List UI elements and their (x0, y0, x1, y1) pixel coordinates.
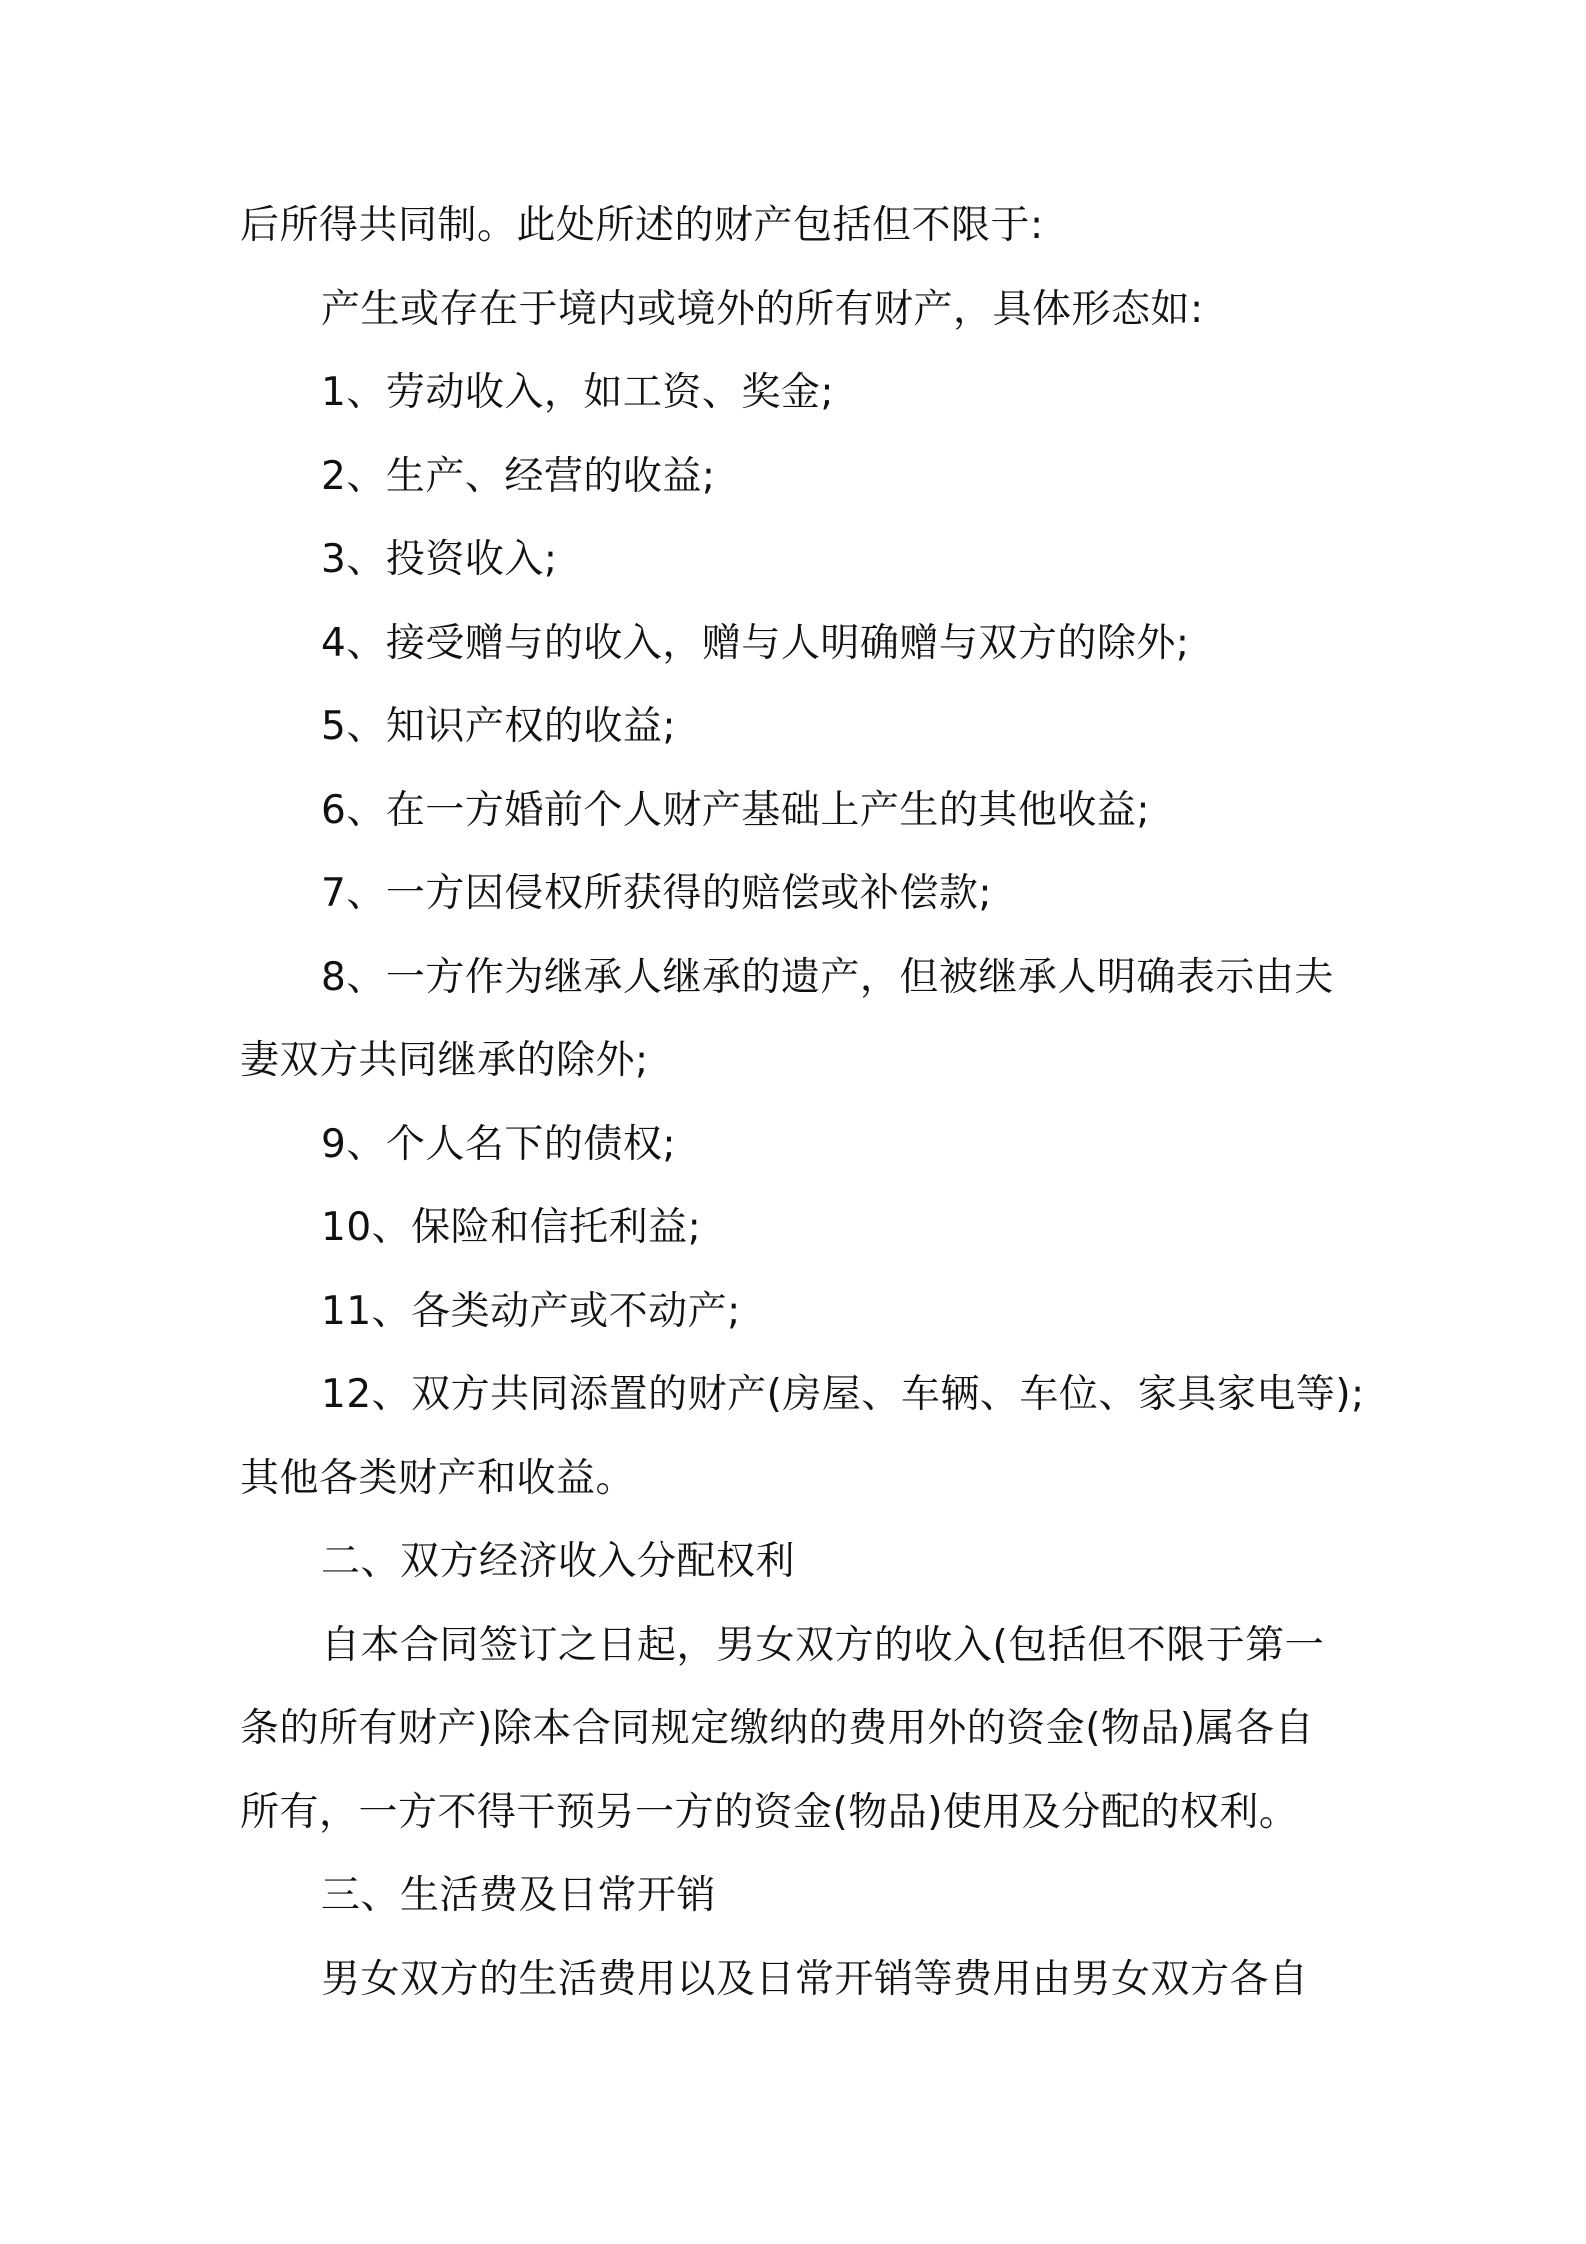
text-line: 自本合同签订之日起，男女双方的收入(包括但不限于第一 (321, 1622, 1325, 1668)
text-line: 产生或存在于境内或境外的所有财产，具体形态如: (321, 286, 1204, 332)
list-item: 12、双方共同添置的财产(房屋、车辆、车位、家具家电等); (321, 1372, 1365, 1417)
list-item: 1、劳动收入，如工资、奖金; (321, 370, 834, 415)
text-line: 其他各类财产和收益。 (240, 1455, 636, 1501)
list-item: 3、投资收入; (321, 537, 558, 582)
list-item: 6、在一方婚前个人财产基础上产生的其他收益; (321, 787, 1150, 833)
text-line: 条的所有财产)除本合同规定缴纳的费用外的资金(物品)属各自 (240, 1706, 1315, 1751)
text-line: 男女双方的生活费用以及日常开销等费用由男女双方各自 (321, 1956, 1309, 2002)
list-item: 7、一方因侵权所获得的赔偿或补偿款; (321, 871, 992, 916)
section-heading: 二、双方经济收入分配权利 (321, 1539, 796, 1584)
list-item: 11、各类动产或不动产; (321, 1288, 741, 1334)
text-line: 后所得共同制。此处所述的财产包括但不限于: (240, 203, 1044, 248)
list-item: 9、个人名下的债权; (321, 1121, 676, 1167)
list-item: 4、接受赠与的收入，赠与人明确赠与双方的除外; (321, 620, 1190, 666)
text-line: 妻双方共同继承的除外; (240, 1038, 649, 1083)
text-line: 所有，一方不得干预另一方的资金(物品)使用及分配的权利。 (240, 1789, 1299, 1835)
section-heading: 三、生活费及日常开销 (321, 1873, 717, 1918)
document-body (240, 194, 1365, 2031)
list-item: 10、保险和信托利益; (321, 1205, 702, 1250)
list-item: 8、一方作为继承人继承的遗产，但被继承人明确表示由夫 (321, 954, 1334, 1000)
list-item: 5、知识产权的收益; (321, 704, 676, 749)
list-item: 2、生产、经营的收益; (321, 453, 716, 499)
